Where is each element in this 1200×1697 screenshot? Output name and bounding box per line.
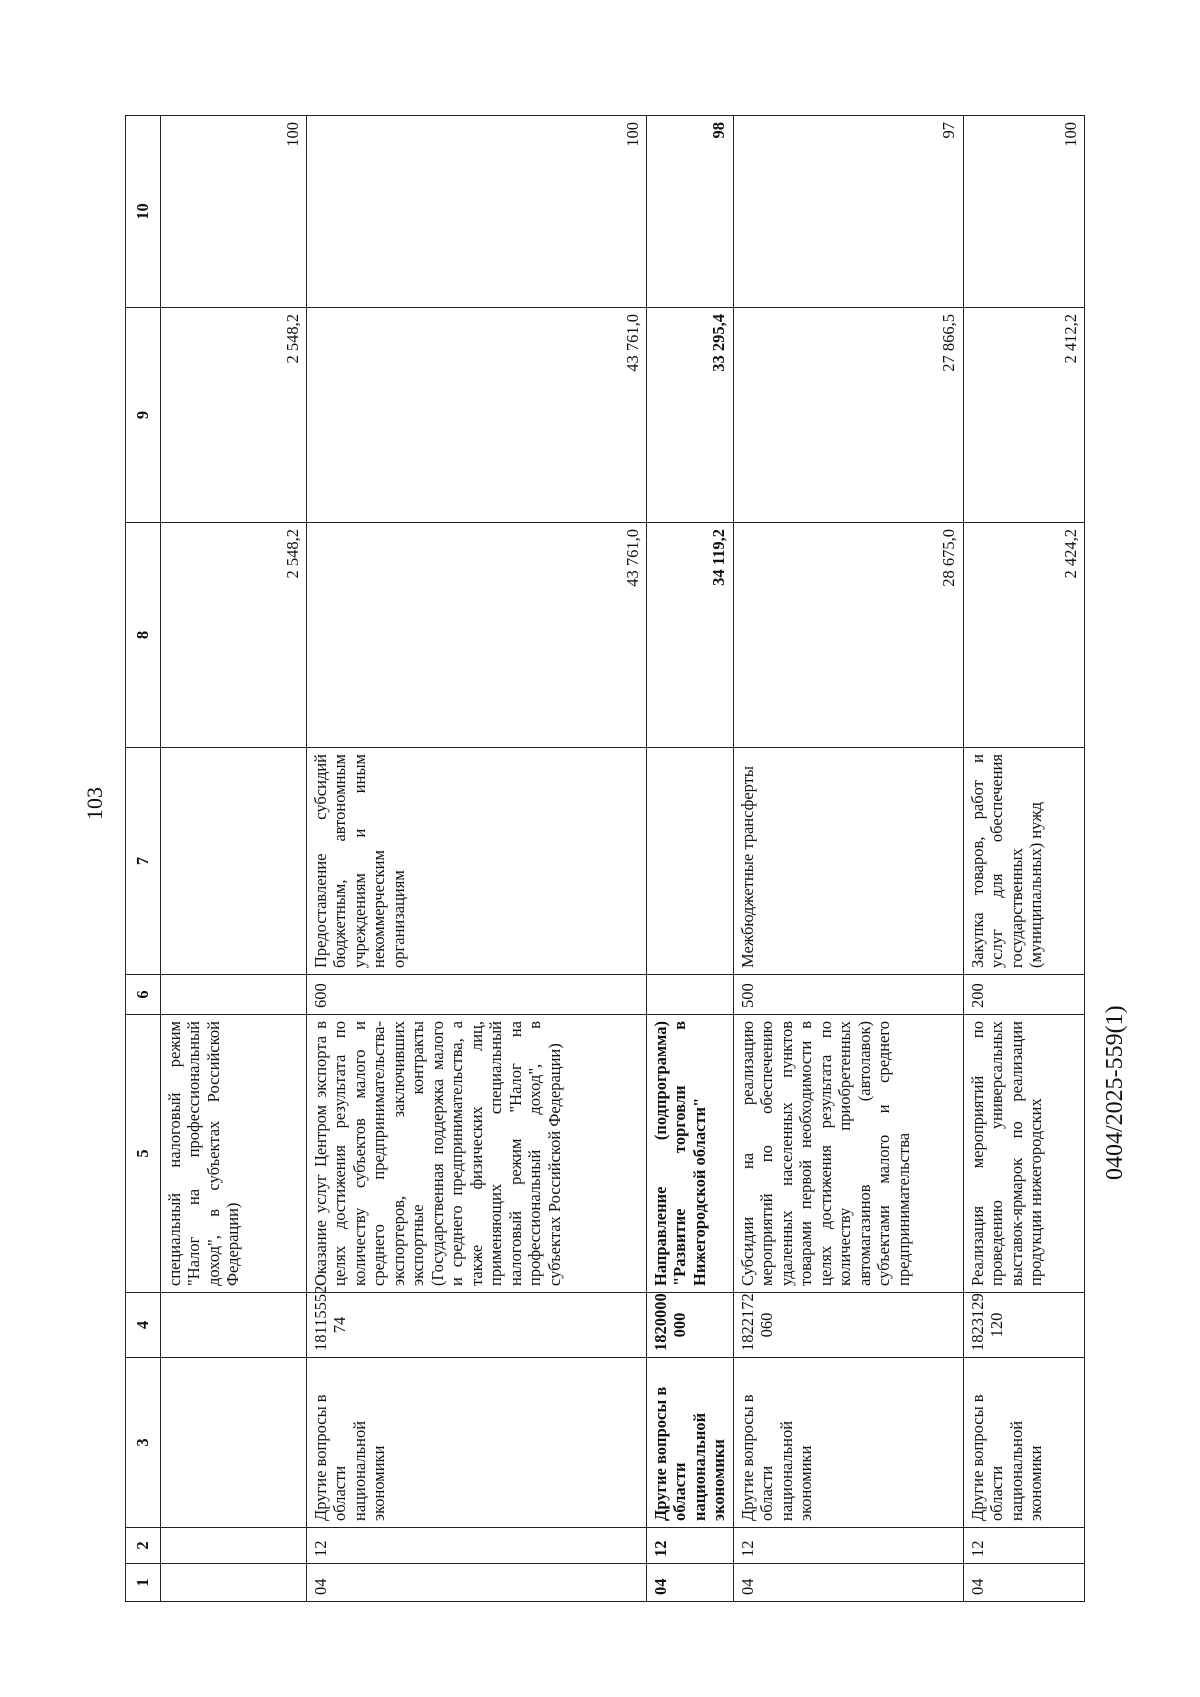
cell-section-name: Другие вопросы в области национальной экономики [307,1358,647,1528]
cell-percent: 100 [963,116,1084,308]
cell-plan: 2 424,2 [963,523,1084,748]
cell-expense-name [161,748,307,975]
header-row [126,116,161,1602]
table-row [307,116,647,1602]
cell-subsection: 12 [647,1528,734,1564]
col-header-1: 1 [126,1564,161,1602]
cell-target-code: 1823129 120 [963,1293,1084,1358]
cell-actual: 27 866,5 [733,308,963,523]
cell-plan: 43 761,0 [307,523,647,748]
table-row [963,116,1084,1602]
cell-subsection: 12 [307,1528,647,1564]
table-row [733,116,963,1602]
cell-actual: 43 761,0 [307,308,647,523]
cell-expense-name [647,748,734,975]
cell-target-name: Субсидии на реализацию мероприятий по обеспечению удаленных населенных пунктов товарами первой необходимости в целях достижения результата по количеству приобретенных автомагазинов (автолавок) субъектами малого и среднего предпринимательства [733,1015,963,1293]
cell-percent: 98 [647,116,734,308]
cell-target-name: Направление (подпрограмма) "Развитие торговли в Нижегородской области" [647,1015,734,1293]
cell-percent: 97 [733,116,963,308]
col-header-9: 9 [126,308,161,523]
cell-expense-code [161,975,307,1015]
cell-section-name: Другие вопросы в области национальной экономики [733,1358,963,1528]
cell-actual: 2 412,2 [963,308,1084,523]
cell-expense-code: 500 [733,975,963,1015]
cell-target-code: 18115552 74 [307,1293,647,1358]
cell-target-code: 1820000 000 [647,1293,734,1358]
cell-target-code: 1822172 060 [733,1293,963,1358]
cell-target-name: Оказание услуг Центром экспорта в целях достижения результата по количеству субъектов малого и среднего предпринимательства-экспортеров, заключивших экспортные контракты (Государственная поддержка малого и среднего предпринимательства, а также физических лиц, применяющих специальный налоговый режим "Налог на профессиональный доход", в субъектах Российской Федерации) [307,1015,647,1293]
cell-section: 04 [307,1564,647,1602]
cell-target-code [161,1293,307,1358]
cell-actual: 33 295,4 [647,308,734,523]
cell-subsection [161,1528,307,1564]
cell-target-name: специальный налоговый режим "Налог на профессиональный доход", в субъектах Российской Федерации) [161,1015,307,1293]
cell-section-name [161,1358,307,1528]
cell-section-name: Другие вопросы в области национальной экономики [963,1358,1084,1528]
cell-section: 04 [647,1564,734,1602]
cell-expense-name: Закупка товаров, работ и услуг для обеспечения государственных (муниципальных) нужд [963,748,1084,975]
cell-plan: 2 548,2 [161,523,307,748]
cell-section: 04 [733,1564,963,1602]
cell-expense-code: 200 [963,975,1084,1015]
table-row [647,116,734,1602]
cell-expense-name: Межбюджетные трансферты [733,748,963,975]
cell-section-name: Другие вопросы в области национальной экономики [647,1358,734,1528]
cell-percent: 100 [307,116,647,308]
document-code: 0404/2025-559(1) [1102,1005,1128,1180]
cell-expense-code: 600 [307,975,647,1015]
cell-plan: 28 675,0 [733,523,963,748]
cell-target-name: Реализация мероприятий по проведению универсальных выставок-ярмарок по реализации продукции нижегородских [963,1015,1084,1293]
col-header-6: 6 [126,975,161,1015]
col-header-4: 4 [126,1293,161,1358]
cell-section: 04 [963,1564,1084,1602]
col-header-7: 7 [126,748,161,975]
col-header-3: 3 [126,1358,161,1528]
col-header-10: 10 [126,116,161,308]
cell-percent: 100 [161,116,307,308]
cell-expense-code [647,975,734,1015]
page-number: 103 [82,787,107,820]
cell-actual: 2 548,2 [161,308,307,523]
table-row [161,116,307,1602]
cell-subsection: 12 [733,1528,963,1564]
cell-expense-name: Предоставление субсидий бюджетным, автономным учреждениям и иным некоммерческим организациям [307,748,647,975]
cell-subsection: 12 [963,1528,1084,1564]
budget-table [125,115,1085,1602]
cell-section [161,1564,307,1602]
rotated-table-container [125,116,1085,1602]
col-header-2: 2 [126,1528,161,1564]
col-header-8: 8 [126,523,161,748]
col-header-5: 5 [126,1015,161,1293]
cell-plan: 34 119,2 [647,523,734,748]
